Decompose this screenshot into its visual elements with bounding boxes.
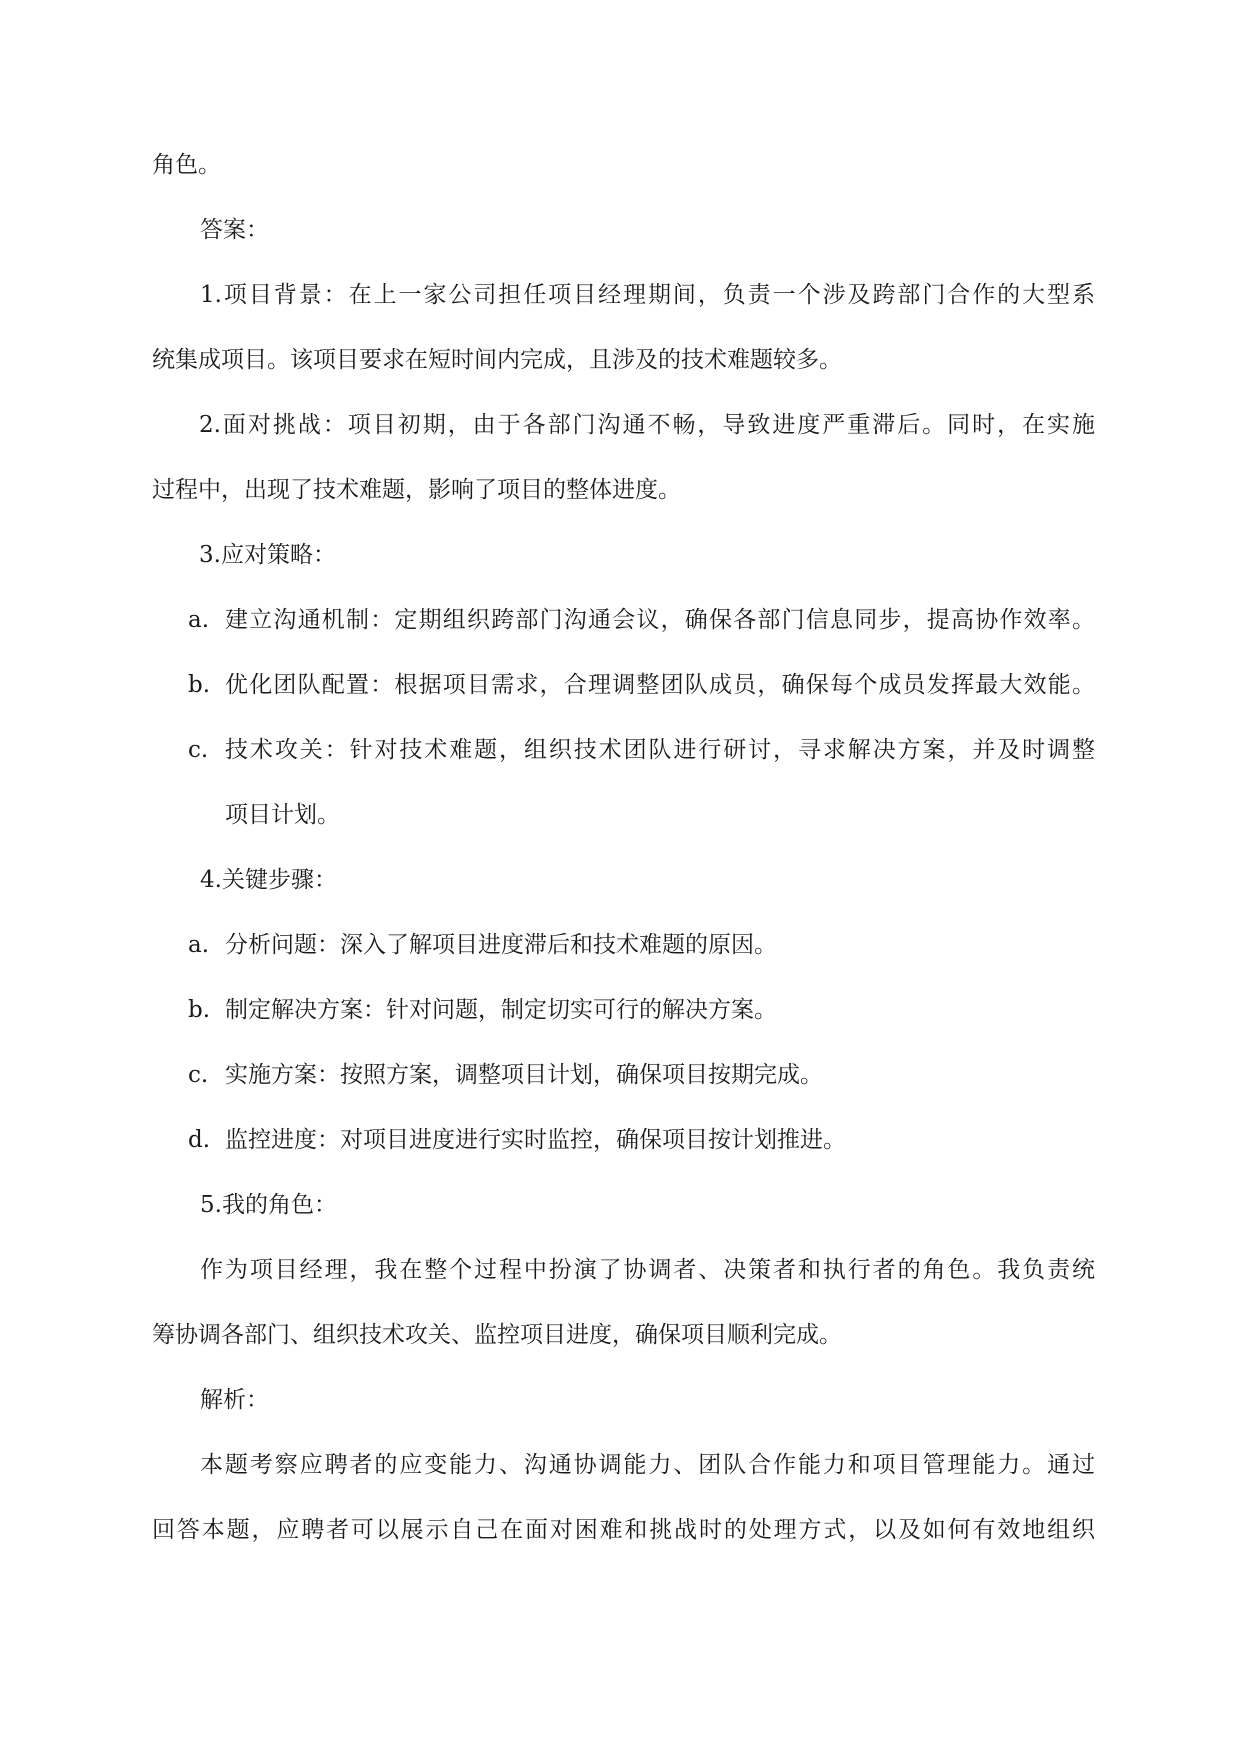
item-4-number: 4. [200, 867, 222, 893]
item-4d-marker: d. [188, 1127, 211, 1153]
item-3b-label: 优化团队配置： [225, 672, 395, 698]
item-3-number: 3. [199, 542, 221, 568]
item-4c-marker: c. [188, 1062, 209, 1088]
item-4b-label: 制定解决方案： [225, 997, 386, 1023]
item-2-line-2: 过程中，出现了技术难题，影响了项目的整体进度。 [152, 477, 681, 503]
item-3-heading [199, 540, 336, 570]
item-3c-marker: c. [188, 737, 209, 763]
analysis-line-1: 本题考察应聘者的应变能力、沟通协调能力、团队合作能力和项目管理能力。通过 [200, 1452, 1095, 1478]
item-2-number: 2. [199, 412, 221, 438]
item-3b-text: 根据项目需求，合理调整团队成员，确保每个成员发挥最大效能。 [394, 672, 1096, 698]
item-3c-text: 针对技术难题，组织技术团队进行研讨，寻求解决方案，并及时调整 [349, 737, 1096, 763]
item-1-line-2: 统集成项目。该项目要求在短时间内完成，且涉及的技术难题较多。 [152, 347, 842, 373]
item-5-title: 我的角色： [221, 1192, 337, 1218]
item-4d-line [225, 1125, 846, 1155]
item-3c-continuation: 项目计划。 [225, 802, 340, 828]
item-3c-label: 技术攻关： [225, 737, 350, 763]
item-3a-text: 定期组织跨部门沟通会议，确保各部门信息同步，提高协作效率。 [394, 607, 1096, 633]
role-paragraph-line-2: 筹协调各部门、组织技术攻关、监控项目进度，确保项目顺利完成。 [152, 1322, 842, 1348]
item-4b-marker: b. [188, 997, 211, 1023]
item-1-line-1 [200, 280, 1095, 310]
item-1-title: 项目背景： [221, 282, 349, 308]
item-5-heading [200, 1190, 337, 1220]
item-4d-label: 监控进度： [225, 1127, 340, 1153]
item-4b-line [225, 995, 777, 1025]
analysis-heading: 解析： [200, 1387, 269, 1413]
item-4b-text: 针对问题，制定切实可行的解决方案。 [386, 997, 777, 1023]
item-4a-marker: a. [188, 932, 210, 958]
item-4a-label: 分析问题： [225, 932, 340, 958]
item-4d-text: 对项目进度进行实时监控，确保项目按计划推进。 [340, 1127, 846, 1153]
item-2-title: 面对挑战： [220, 412, 348, 438]
item-3a-label: 建立沟通机制： [225, 607, 395, 633]
item-3a-marker: a. [188, 607, 210, 633]
opening-fragment: 角色。 [152, 152, 221, 178]
item-1-text-1: 在上一家公司担任项目经理期间，负责一个涉及跨部门合作的大型系 [348, 282, 1096, 308]
item-4a-text: 深入了解项目进度滞后和技术难题的原因。 [340, 932, 777, 958]
item-3b-marker: b. [188, 672, 211, 698]
item-4a-line [225, 930, 777, 960]
item-4-heading [200, 865, 337, 895]
item-2-text-1: 项目初期，由于各部门沟通不畅，导致进度严重滞后。同时，在实施 [347, 412, 1096, 438]
item-2-line-1 [199, 410, 1095, 440]
item-4c-label: 实施方案： [225, 1062, 340, 1088]
answer-heading: 答案： [200, 217, 269, 243]
item-5-number: 5. [200, 1192, 222, 1218]
item-3a-line [225, 605, 1095, 635]
item-4c-line [225, 1060, 823, 1090]
item-3c-line [225, 735, 1095, 765]
role-paragraph-line-1: 作为项目经理，我在整个过程中扮演了协调者、决策者和执行者的角色。我负责统 [200, 1257, 1095, 1283]
item-4-title: 关键步骤： [221, 867, 337, 893]
item-1-number: 1. [200, 282, 222, 308]
item-3-title: 应对策略： [220, 542, 336, 568]
item-3b-line [225, 670, 1095, 700]
item-4c-text: 按照方案，调整项目计划，确保项目按期完成。 [340, 1062, 823, 1088]
analysis-line-2: 回答本题，应聘者可以展示自己在面对困难和挑战时的处理方式，以及如何有效地组织 [152, 1517, 1095, 1543]
